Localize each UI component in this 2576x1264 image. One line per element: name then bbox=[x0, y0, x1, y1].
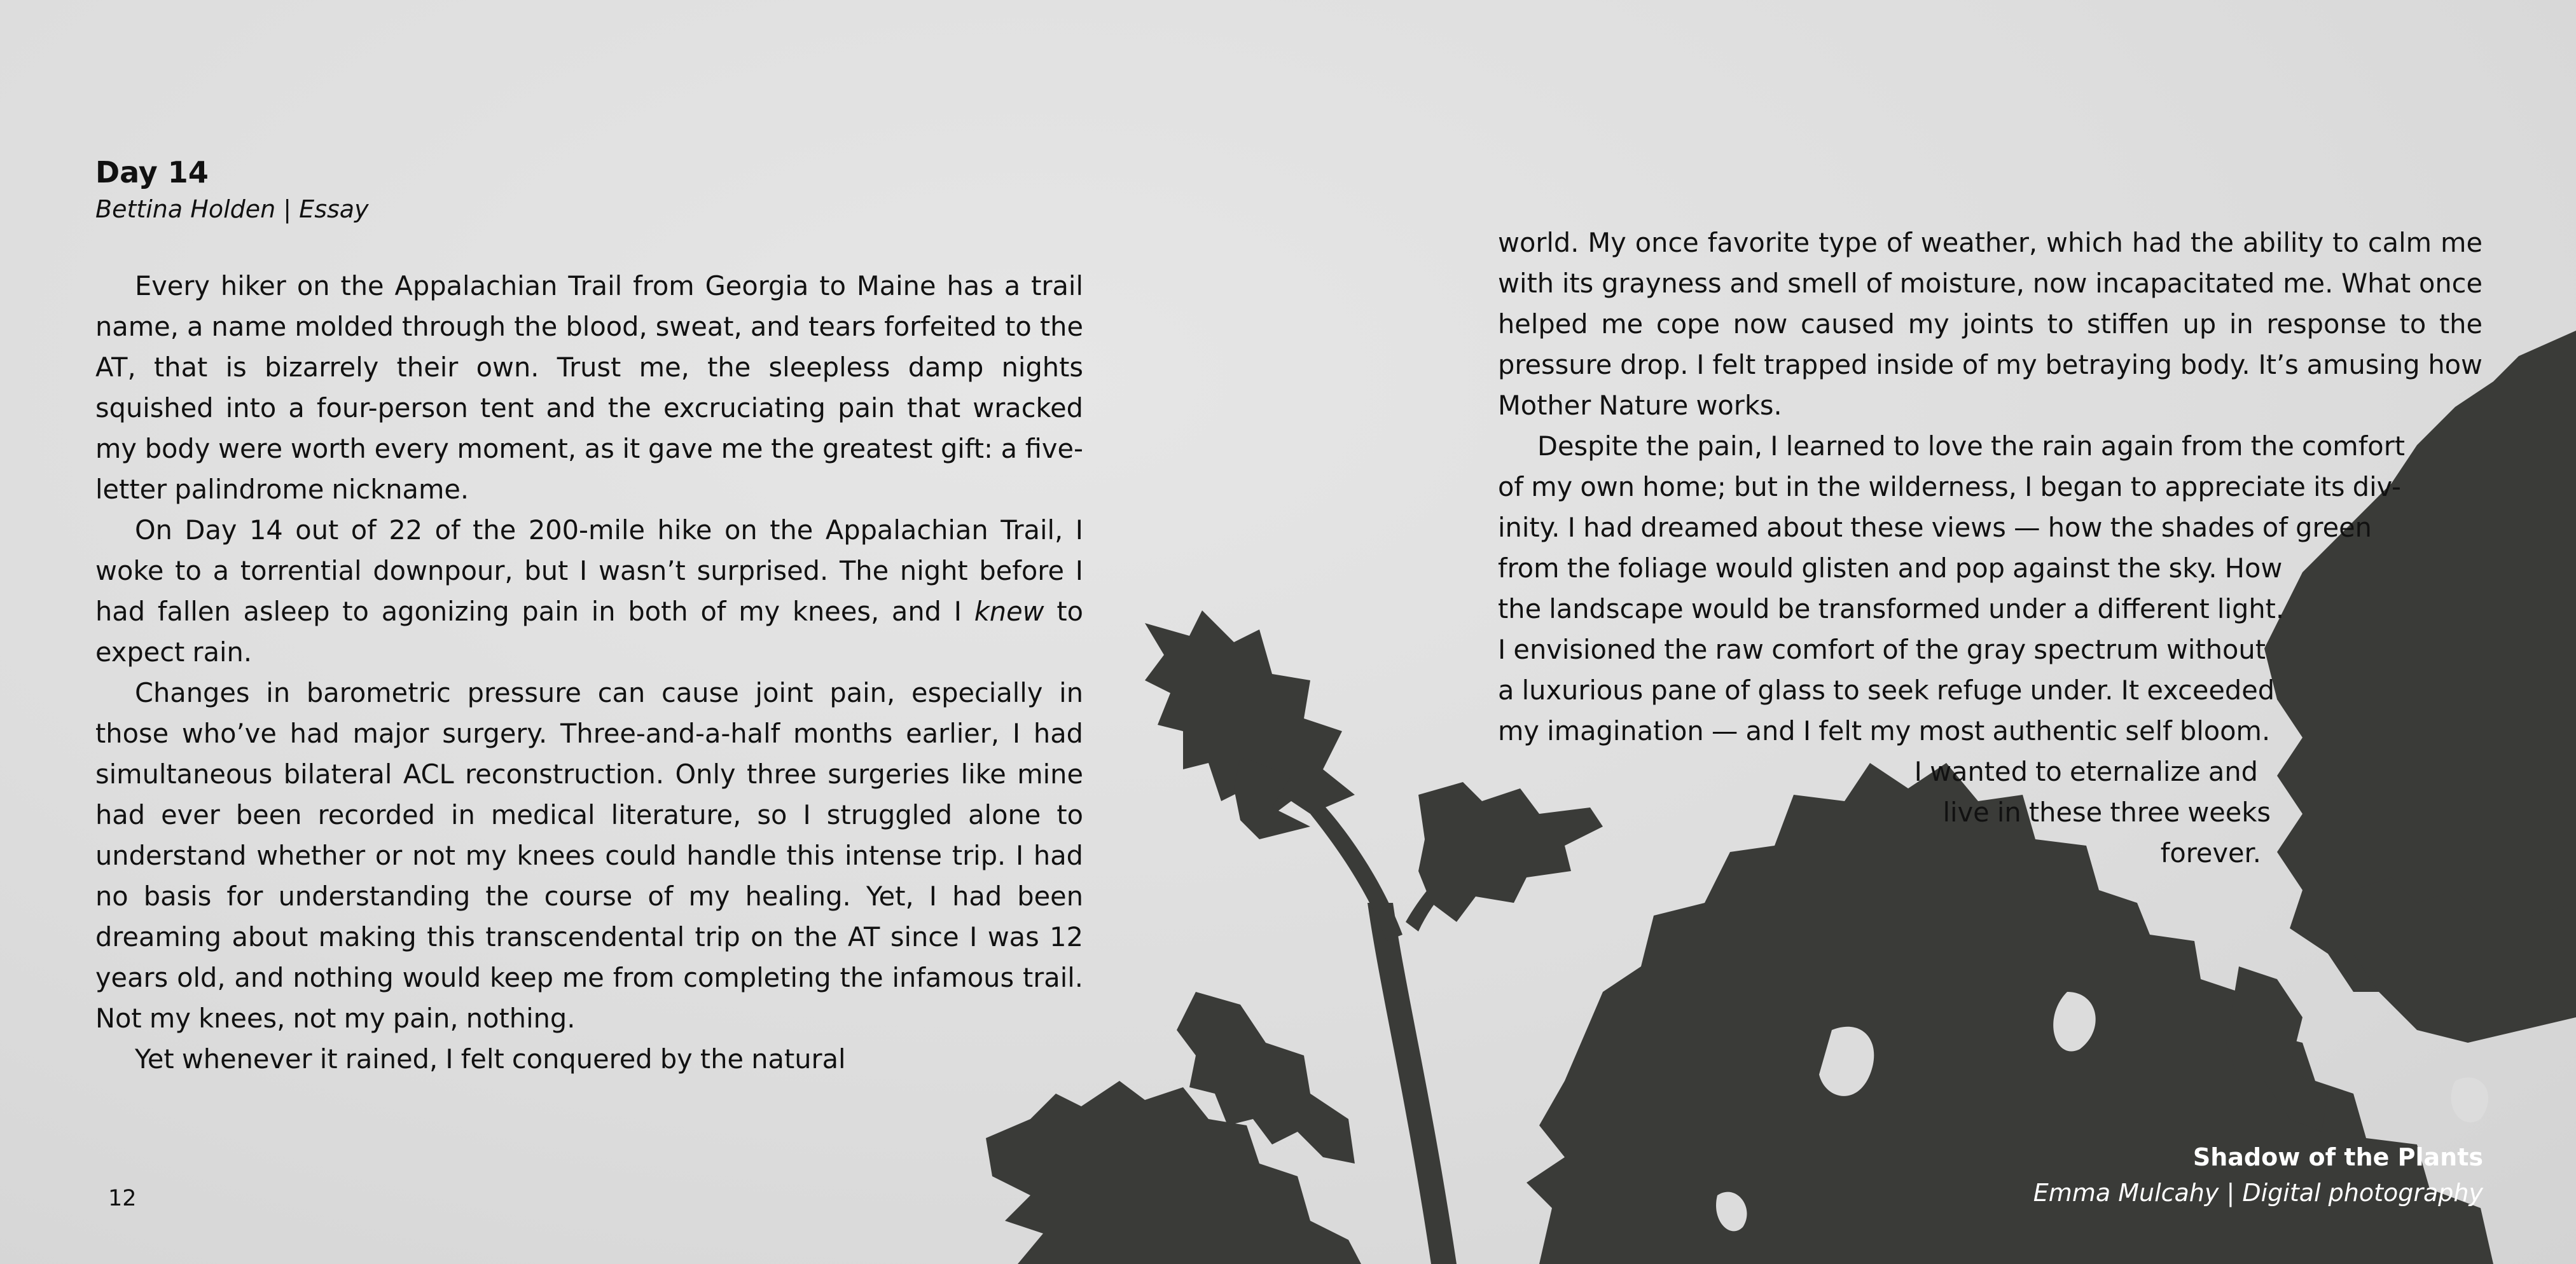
essay-line: a luxurious pane of glass to seek refuge under. It exceeded bbox=[1498, 675, 2275, 706]
essay-line: I envisioned the raw comfort of the gray spectrum without bbox=[1498, 634, 2266, 665]
emphasized-word: knew bbox=[974, 596, 1044, 627]
essay-paragraph: Changes in barometric pressure can cause joint pain, especially in those who’ve had major surgery. Three-and-a-half months earlier, I had simultaneous bilateral ACL reconstruction. Only three surgeries like mine had ever been recorded in medical literature, so I struggled alone to understand whether or not my knees could handle this intense trip. I had no basis for understanding the course of my healing. Yet, I had been dreaming about making this transcendental trip on the AT since I was 12 years old, and nothing would keep me from completing the infamous trail. Not my knees, not my pain, nothing. bbox=[95, 677, 1083, 1034]
artwork-title: Shadow of the Plants bbox=[2192, 1143, 2483, 1171]
essay-paragraph: world. My once favorite type of weather, which had the ability to calm me with its grayness and smell of moisture, now incapacitated me. What once helped me cope now caused my joints to stiffen up in response to the pressure drop. I felt trapped inside of my betraying body. It’s amusing how Mother Nature works. bbox=[1498, 227, 2483, 421]
essay-left-column bbox=[95, 266, 1083, 1080]
essay-paragraph: Yet whenever it rained, I felt conquered by the natural bbox=[135, 1043, 846, 1075]
closing-line: forever. bbox=[2160, 837, 2261, 869]
essay-byline: Bettina Holden | Essay bbox=[95, 195, 369, 223]
essay-right-column bbox=[1498, 223, 2483, 874]
essay-line: Despite the pain, I learned to love the rain again from the comfort bbox=[1537, 430, 2406, 462]
closing-line: live in these three weeks bbox=[1942, 797, 2271, 828]
essay-closing bbox=[1498, 752, 2271, 874]
essay-paragraph-shaped bbox=[1498, 426, 2483, 752]
essay-paragraph bbox=[95, 510, 1083, 673]
artwork-credit: Emma Mulcahy | Digital photography bbox=[2033, 1179, 2483, 1207]
essay-text: On Day 14 out of 22 of the 200-mile hike on the Appalachian Trail, I woke to a torrential downpour, but I wasn’t surprised. The night before I had fallen asleep to agonizing pain in both of my knees, and I bbox=[95, 514, 1083, 627]
essay-line: of my own home; but in the wilderness, I began to appreciate its div- bbox=[1498, 471, 2402, 502]
essay-line: from the foliage would glisten and pop against the sky. How bbox=[1498, 553, 2283, 584]
essay-line: the landscape would be transformed under a different light. bbox=[1498, 593, 2285, 624]
page-number: 12 bbox=[108, 1186, 137, 1211]
essay-title: Day 14 bbox=[95, 155, 209, 189]
closing-line: I wanted to eternalize and bbox=[1914, 756, 2258, 787]
essay-line: inity. I had dreamed about these views — how the shades of green bbox=[1498, 512, 2372, 543]
essay-line: my imagination — and I felt my most authentic self bloom. bbox=[1498, 715, 2271, 746]
essay-text: to expect rain. bbox=[95, 596, 1084, 668]
essay-paragraph: Every hiker on the Appalachian Trail from Georgia to Maine has a trail name, a name molded through the blood, sweat, and tears forfeited to the AT, that is bizarrely their own. Trust me, the sleepless damp nights squished into a four-person tent and the excruciating pain that wracked my body were worth every moment, as it gave me the greatest gift: a five-letter palindrome nickname. bbox=[95, 270, 1083, 505]
